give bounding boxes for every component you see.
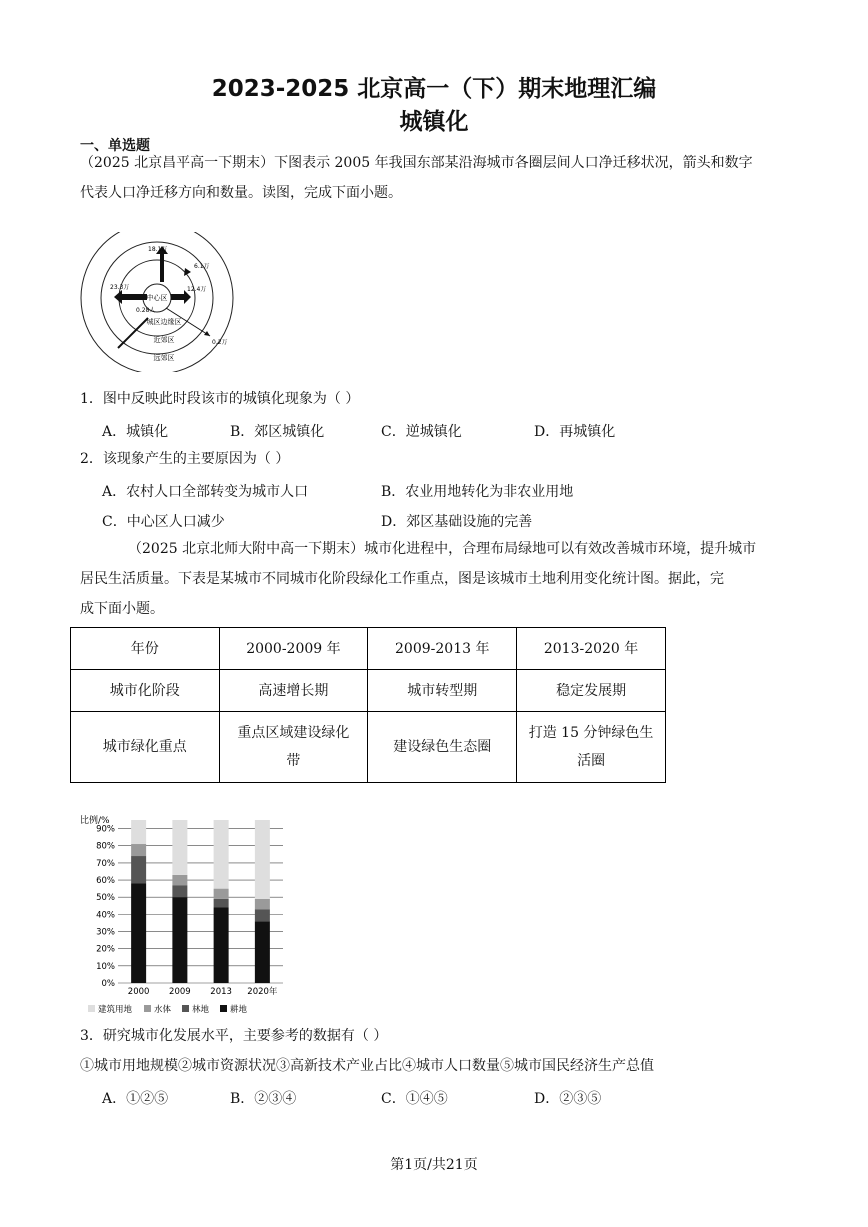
- bar-segment: [255, 921, 270, 983]
- legend-swatch: [144, 1005, 151, 1012]
- x-tick-label: 2020年: [247, 987, 278, 997]
- table-cell: [219, 712, 368, 783]
- label-0-2: 0.2万: [212, 339, 228, 346]
- label-6-1: 6.1万: [194, 263, 210, 270]
- bar-segment: [172, 820, 187, 875]
- table-header-cell: 年份: [71, 628, 220, 670]
- table-row: [71, 670, 666, 712]
- chart-ylabel: 比例/%: [80, 816, 110, 826]
- table-header-cell: 2009-2013 年: [368, 628, 517, 670]
- arrow-head-icon: [204, 331, 210, 336]
- table-cell-line: 打造 15 分钟绿色生: [528, 725, 654, 741]
- passage2-line2: 居民生活质量。下表是某城市不同城市化阶段绿化工作重点，图是该城市土地利用变化统计图。据此，完: [80, 571, 724, 587]
- table-cell: 城市化阶段: [71, 670, 220, 712]
- y-tick-label: 0%: [101, 979, 115, 989]
- bar-segment: [131, 844, 146, 856]
- legend-label: 耕地: [230, 1005, 248, 1015]
- bar-segment: [172, 897, 187, 983]
- zone-center: 中心区: [146, 294, 168, 302]
- document-title: 2023-2025 北京高一（下）期末地理汇编: [211, 76, 657, 102]
- bar-segment: [214, 820, 229, 889]
- table-cell: [517, 712, 666, 783]
- y-tick-label: 80%: [96, 841, 115, 852]
- document-subtitle: 城镇化: [399, 109, 469, 135]
- bar-segment: [172, 885, 187, 897]
- greening-table: [70, 627, 666, 783]
- q2-option-d[interactable]: D．郊区基础设施的完善: [381, 514, 533, 530]
- y-tick-label: 30%: [96, 927, 115, 938]
- label-18-1: 18.1万: [148, 246, 168, 253]
- y-tick-label: 60%: [96, 876, 115, 887]
- table-header-cell: 2000-2009 年: [219, 628, 368, 670]
- bar-segment: [214, 908, 229, 983]
- legend-label: 林地: [192, 1005, 210, 1015]
- y-tick-label: 10%: [96, 961, 115, 972]
- bar-segment: [255, 909, 270, 921]
- q3-option-d[interactable]: D．②③⑤: [534, 1091, 602, 1107]
- q1-stem: 1．图中反映此时段该市的城镇化现象为（ ）: [80, 391, 360, 407]
- q2-stem: 2．该现象产生的主要原因为（ ）: [80, 451, 290, 467]
- q2-option-c[interactable]: C．中心区人口减少: [102, 514, 225, 530]
- zone-near-suburb: 近郊区: [153, 336, 175, 344]
- legend-swatch: [182, 1005, 189, 1012]
- q3-option-a[interactable]: A．①②⑤: [102, 1091, 169, 1107]
- x-tick-label: 2013: [210, 987, 232, 997]
- y-tick-label: 50%: [96, 893, 115, 904]
- table-header-cell: 2013-2020 年: [517, 628, 666, 670]
- q1-option-a[interactable]: A．城镇化: [102, 424, 169, 440]
- page-footer: 第1页/共21页: [390, 1157, 478, 1173]
- q2-option-b[interactable]: B．农业用地转化为非农业用地: [381, 484, 574, 500]
- q3-option-b[interactable]: B．②③④: [230, 1091, 297, 1107]
- bar-segment: [131, 883, 146, 983]
- q2-option-a[interactable]: A．农村人口全部转变为城市人口: [102, 484, 309, 500]
- table-cell-line: 活圈: [577, 753, 606, 769]
- table-header-row: [71, 628, 666, 670]
- q1-option-c[interactable]: C．逆城镇化: [381, 424, 462, 440]
- legend-label: 建筑用地: [98, 1005, 133, 1015]
- y-tick-label: 70%: [96, 858, 115, 869]
- passage1-line2: 代表人口净迁移方向和数量。读图，完成下面小题。: [80, 185, 402, 201]
- y-tick-label: 20%: [96, 944, 115, 955]
- bar-segment: [214, 899, 229, 908]
- label-12-4: 12.4万: [187, 286, 207, 293]
- y-tick-label: 90%: [96, 824, 115, 835]
- bar-segment: [255, 820, 270, 899]
- x-tick-label: 2000: [127, 987, 150, 997]
- label-0-28: 0.28人: [136, 307, 156, 314]
- table-cell: 稳定发展期: [517, 670, 666, 712]
- bar-segment: [131, 856, 146, 883]
- population-migration-diagram: [80, 232, 250, 372]
- q3-stem: 3．研究城市化发展水平，主要参考的数据有（ ）: [80, 1028, 388, 1044]
- q1-option-d[interactable]: D．再城镇化: [534, 424, 616, 440]
- bar-segment: [172, 875, 187, 885]
- zone-edge: 城区边缘区: [146, 318, 182, 326]
- bar-segment: [131, 820, 146, 844]
- table-cell: 城市绿化重点: [71, 712, 220, 783]
- q3-option-c[interactable]: C．①④⑤: [381, 1091, 448, 1107]
- table-row: [71, 712, 666, 783]
- passage2-line3: 成下面小题。: [80, 601, 164, 617]
- passage2-line1: （2025 北京北师大附中高一下期末）城市化进程中，合理布局绿地可以有效改善城市环境，提升城市: [128, 541, 757, 557]
- y-tick-label: 40%: [96, 910, 115, 921]
- label-23-3: 23.3万: [110, 284, 130, 291]
- passage1-line1: （2025 北京昌平高一下期末）下图表示 2005 年我国东部某沿海城市各圈层间人口净迁移状况，箭头和数字: [80, 155, 753, 171]
- land-use-chart: [78, 812, 293, 1020]
- bar-segment: [255, 899, 270, 909]
- table-cell: 高速增长期: [219, 670, 368, 712]
- legend-swatch: [220, 1005, 227, 1012]
- q1-option-b[interactable]: B．郊区城镇化: [230, 424, 325, 440]
- table-cell: 城市转型期: [368, 670, 517, 712]
- zone-far-suburb: 远郊区: [153, 354, 175, 362]
- bar-segment: [214, 889, 229, 899]
- q3-items: ①城市用地规模②城市资源状况③高新技术产业占比④城市人口数量⑤城市国民经济生产总值: [80, 1058, 654, 1074]
- x-tick-label: 2009: [169, 987, 191, 997]
- legend-swatch: [88, 1005, 95, 1012]
- table-cell: 建设绿色生态圈: [368, 712, 517, 783]
- table-cell-line: 重点区域建设绿化: [237, 725, 350, 741]
- table-cell-line: 带: [286, 753, 301, 769]
- legend-label: 水体: [154, 1005, 172, 1015]
- section-heading: 一、单选题: [80, 138, 150, 154]
